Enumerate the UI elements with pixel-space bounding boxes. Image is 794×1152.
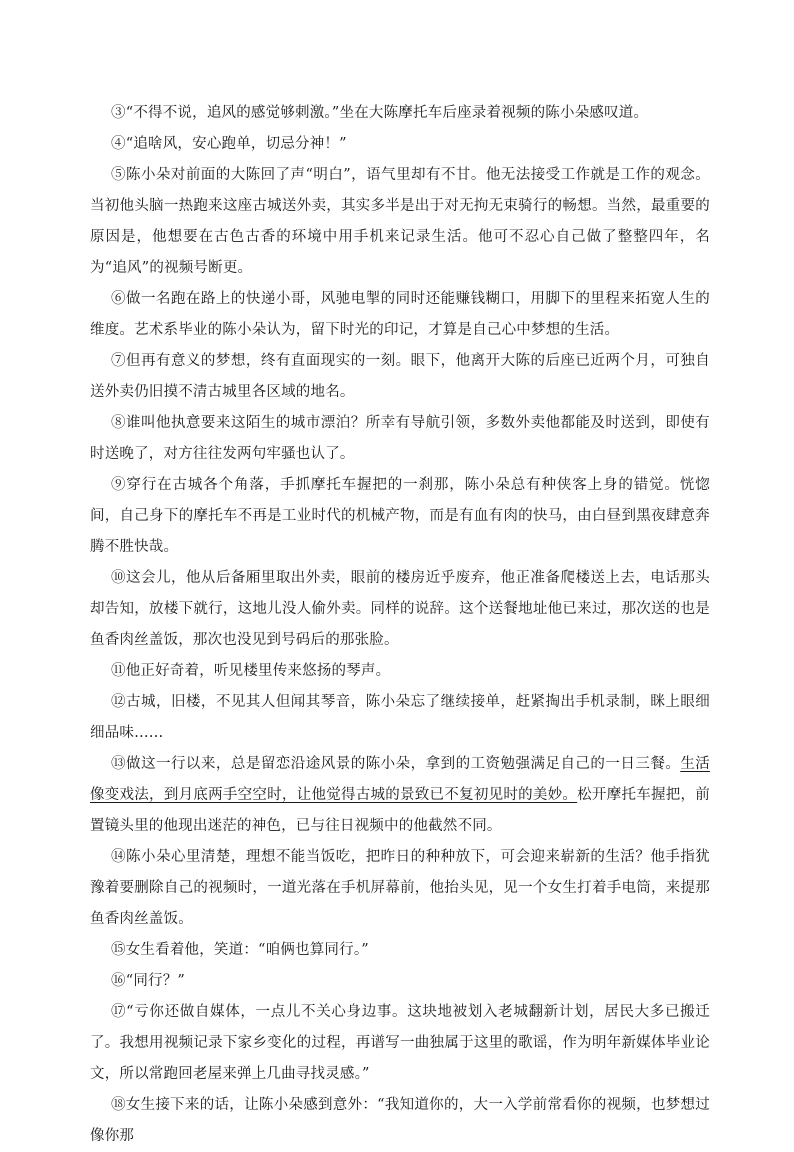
paragraph-18: ⑱女生接下来的话，让陈小朵感到意外：“我知道你的，大一入学前常看你的视频，也梦想过像你那	[90, 1097, 710, 1144]
paragraph-8: ⑧谁叫他执意要来这陌生的城市漂泊？所幸有导航引领，多数外卖他都能及时送到，即使有时送晚了，对方往往发两句牢骚也认了。	[90, 415, 710, 462]
paragraph-17: ⑰“亏你还做自媒体，一点儿不关心身边事。这块地被划入老城翻新计划，居民大多已搬迁了。我想用视频记录下家乡变化的过程，再谱写一曲独属于这里的歌谣，作为明年新媒体毕业论文，所以常跑回老屋来弹上几曲寻找灵感。”	[90, 1004, 710, 1082]
paragraph-15: ⑮女生看着他，笑道：“咱俩也算同行。”	[111, 942, 369, 958]
paragraph-5: ⑤陈小朵对前面的大陈回了声“明白”，语气里却有不甘。他无法接受工作就是工作的观念。当初他头脑一热跑来这座古城送外卖，其实多半是出于对无拘无束骑行的畅想。当然，最重要的原因是，他想要在古色古香的环境中用手机来记录生活。他可不忍心自己做了整整四年，名为“追风”的视频号断更。	[90, 167, 710, 276]
paragraph-13-tail: 松开摩托车握把，前置镜头里的他现出迷茫的神色，已与往日视频中的他截然不同。	[90, 787, 710, 834]
paragraph-9: ⑨穿行在古城各个角落，手抓摩托车握把的一刹那，陈小朵总有种侠客上身的错觉。恍惚间，自己身下的摩托车不再是工业时代的机械产物，而是有血有肉的快马，由白昼到黑夜肆意奔腾不胜快哉。	[90, 477, 710, 555]
paragraph-10: ⑩这会儿，他从后备厢里取出外卖，眼前的楼房近乎废弃，他正准备爬楼送上去，电话那头却告知，放楼下就行，这地儿没人偷外卖。同样的说辞。这个送餐地址他已来过，那次送的也是鱼香肉丝盖饭，那次也没见到号码后的那张脸。	[90, 570, 710, 648]
paragraph-4: ④“追啥风，安心跑单，切忌分神！”	[111, 136, 347, 152]
paragraph-14: ⑭陈小朵心里清楚，理想不能当饭吃，把昨日的种种放下，可会迎来崭新的生活？他手指犹豫着要删除自己的视频时，一道光落在手机屏幕前，他抬头见，见一个女生打着手电筒，来提那鱼香肉丝盖饭。	[90, 849, 710, 927]
paragraph-16: ⑯“同行？”	[111, 973, 186, 989]
paragraph-6: ⑥做一名跑在路上的快递小哥，风驰电掣的同时还能赚钱糊口，用脚下的里程来拓宽人生的维度。艺术系毕业的陈小朵认为，留下时光的印记，才算是自己心中梦想的生活。	[90, 291, 710, 338]
underlined-sentence: 生活像变戏法，到月底两手空空时，让他觉得古城的景致已不复初见时的美妙。	[90, 756, 710, 803]
paragraph-7: ⑦但再有意义的梦想，终有直面现实的一刻。眼下，他离开大陈的后座已近两个月，可独自送外卖仍旧摸不清古城里各区域的地名。	[90, 353, 710, 400]
paragraph-12: ⑫古城，旧楼，不见其人但闻其琴音，陈小朵忘了继续接单，赶紧掏出手机录制，眯上眼细细品味……	[90, 694, 710, 741]
paragraph-3: ③“不得不说，追风的感觉够刺激。”坐在大陈摩托车后座录着视频的陈小朵感叹道。	[111, 105, 649, 121]
paragraph-13	[90, 749, 710, 842]
paragraph-11: ⑪他正好奇着，听见楼里传来悠扬的琴声。	[111, 663, 391, 679]
article-body	[90, 98, 710, 1152]
paragraph-13-lead: ⑬做这一行以来，总是留恋沿途风景的陈小朵，拿到的工资勉强满足自己的一日三餐。	[111, 756, 681, 772]
